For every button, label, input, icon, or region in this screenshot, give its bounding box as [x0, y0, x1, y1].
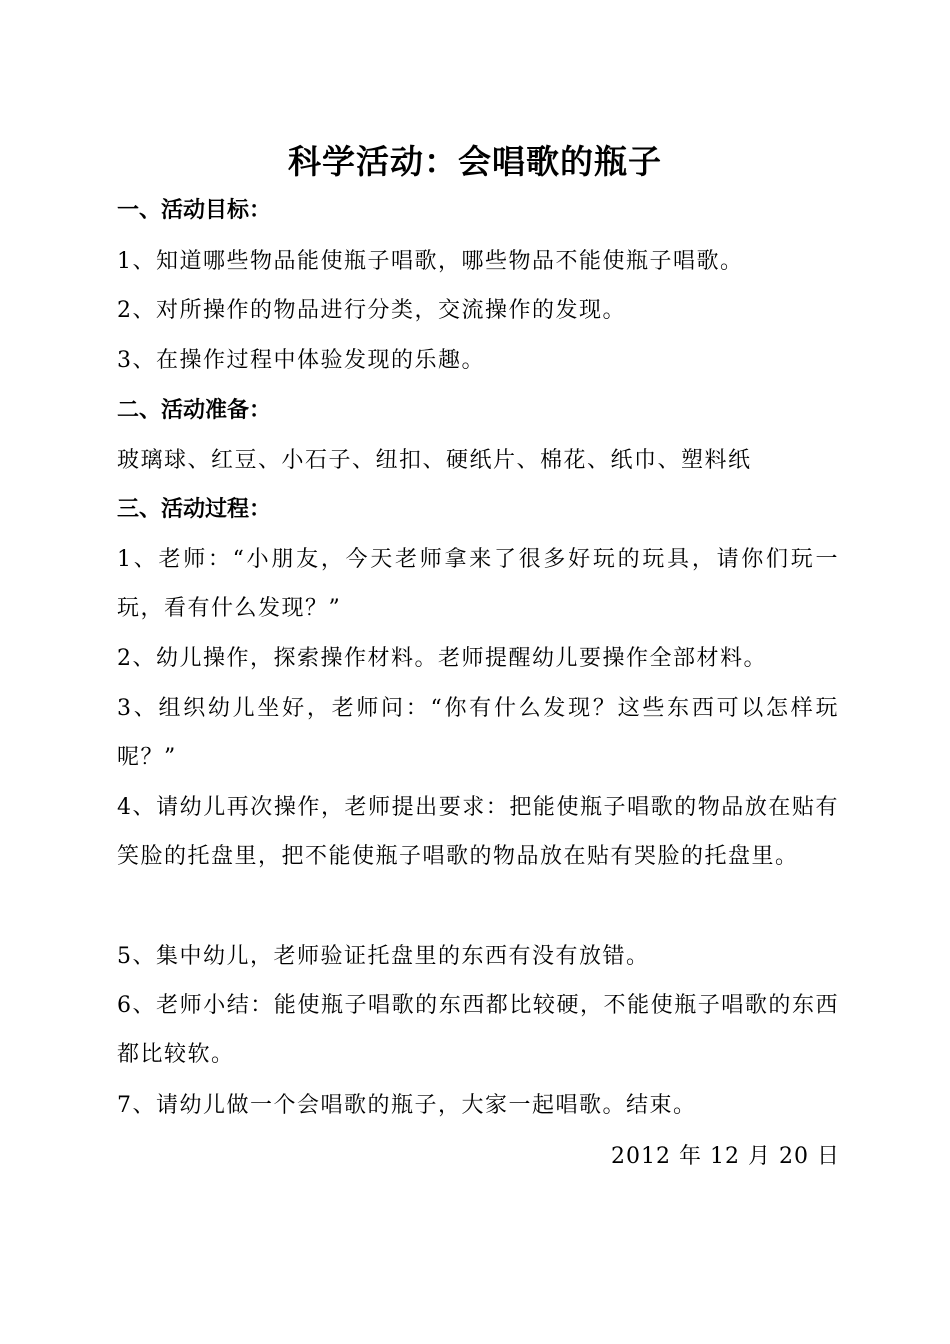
process-step-3: 3、组织幼儿坐好，老师问：“你有什么发现？这些东西可以怎样玩呢？”	[117, 696, 839, 770]
materials-list: 玻璃球、红豆、小石子、纽扣、硬纸片、棉花、纸巾、塑料纸	[117, 448, 752, 473]
process-step-5: 5、集中幼儿，老师验证托盘里的东西有没有放错。	[117, 944, 650, 969]
document-date: 2012 年 12 月 20 日	[611, 1144, 840, 1169]
process-step-2: 2、幼儿操作，探索操作材料。老师提醒幼儿要操作全部材料。	[117, 646, 767, 671]
section-heading-preparation: 二、活动准备：	[117, 398, 272, 423]
document-title: 科学活动：会唱歌的瓶子	[288, 142, 662, 181]
section-heading-process: 三、活动过程：	[117, 497, 272, 522]
process-step-4: 4、请幼儿再次操作，老师提出要求：把能使瓶子唱歌的物品放在贴有笑脸的托盘里，把不能使瓶子唱歌的物品放在贴有哭脸的托盘里。	[117, 795, 839, 869]
section-heading-objectives: 一、活动目标：	[117, 198, 272, 223]
process-step-7: 7、请幼儿做一个会唱歌的瓶子，大家一起唱歌。结束。	[117, 1093, 697, 1118]
process-step-6: 6、老师小结：能使瓶子唱歌的东西都比较硬，不能使瓶子唱歌的东西都比较软。	[117, 993, 839, 1067]
objective-item-1: 1、知道哪些物品能使瓶子唱歌，哪些物品不能使瓶子唱歌。	[117, 249, 744, 274]
objective-item-3: 3、在操作过程中体验发现的乐趣。	[117, 348, 485, 373]
process-step-1: 1、老师：“小朋友，今天老师拿来了很多好玩的玩具，请你们玩一玩，看有什么发现？”	[117, 547, 839, 621]
objective-item-2: 2、对所操作的物品进行分类，交流操作的发现。	[117, 298, 626, 323]
